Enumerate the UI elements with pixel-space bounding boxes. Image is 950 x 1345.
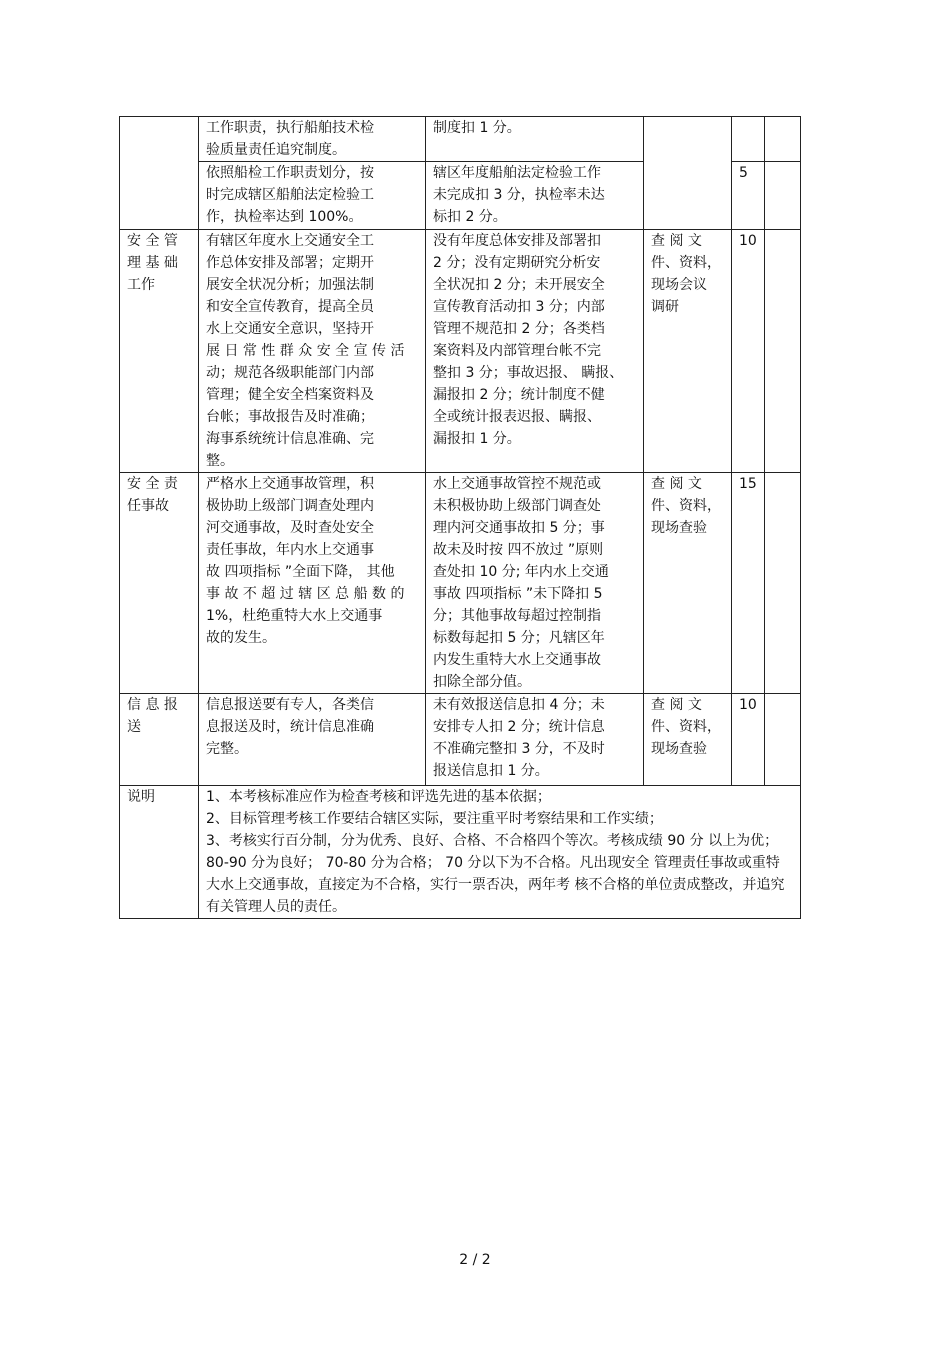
category-cell: 安 全 责 任事故 — [120, 473, 199, 694]
deduction-cell: 未有效报送信息扣 4 分；未 安排专人扣 2 分；统计信息 不准确完整扣 3 分，不及时 报送信息扣 1 分。 — [426, 694, 644, 786]
method-cell: 查 阅 文 件、资料， 现场查验 — [644, 694, 732, 786]
score-cell: 15 — [732, 473, 765, 694]
standard-cell: 工作职责，执行船舶技术检 验质量责任追究制度。 — [199, 117, 426, 162]
standard-cell: 严格水上交通事故管理，积 极协助上级部门调查处理内 河交通事故，及时查处安全 责任事故，年内水上交通事 故 四项指标 ”全面下降， 其他 事 故 不 超 过 辖 区 总 船 数 的 1%，杜绝重特大水上交通事 故的发生。 — [199, 473, 426, 694]
note-line: 3、考核实行百分制，分为优秀、良好、合格、不合格四个等次。考核成绩 90 分 以上为优； 80-90 分为良好； 70-80 分为合格； 70 分以下为不合格。凡出现安全 管理责任事故或重特大水上交通事故，直接定为不合格，实行一票否决，两年考 核不合格的单位责成整改，并追究有关管理人员的责任。 — [206, 833, 785, 915]
standard-cell: 信息报送要有专人，各类信 息报送及时，统计信息准确 完整。 — [199, 694, 426, 786]
result-cell — [765, 117, 801, 162]
assessment-table — [119, 116, 801, 919]
note-line: 2、目标管理考核工作要结合辖区实际，要注重平时考察结果和工作实绩； — [206, 811, 663, 827]
result-cell — [765, 162, 801, 230]
standard-cell: 依照船检工作职责划分，按 时完成辖区船舶法定检验工 作，执检率达到 100%。 — [199, 162, 426, 230]
category-cell: 信 息 报 送 — [120, 694, 199, 786]
result-cell — [765, 473, 801, 694]
score-cell: 10 — [732, 694, 765, 786]
table-row — [120, 694, 801, 786]
category-cell — [120, 117, 199, 230]
score-cell: 10 — [732, 230, 765, 473]
method-cell: 查 阅 文 件、资料， 现场查验 — [644, 473, 732, 694]
standard-cell: 有辖区年度水上交通安全工 作总体安排及部署；定期开 展安全状况分析；加强法制 和安全宣传教育，提高全员 水上交通安全意识，坚持开 展 日 常 性 群 众 安 全 宣 传 活 动；规范各级职能部门内部 管理；健全安全档案资料及 台帐；事故报告及时准确； 海事系统统计信息准确、完 整。 — [199, 230, 426, 473]
result-cell — [765, 230, 801, 473]
page-number: 2 / 2 — [459, 1252, 491, 1268]
notes-label: 说明 — [120, 786, 199, 919]
note-line: 1、本考核标准应作为检查考核和评选先进的基本依据； — [206, 789, 551, 805]
table-row — [120, 230, 801, 473]
deduction-cell: 辖区年度船舶法定检验工作 未完成扣 3 分，执检率未达 标扣 2 分。 — [426, 162, 644, 230]
table-row — [120, 473, 801, 694]
notes-body — [199, 786, 801, 919]
deduction-cell: 没有年度总体安排及部署扣 2 分；没有定期研究分析安 全状况扣 2 分；未开展安全 宣传教育活动扣 3 分；内部 管理不规范扣 2 分；各类档 案资料及内部管理台帐不完 整扣 3 分；事故迟报、 瞒报、 漏报扣 2 分；统计制度不健 全或统计报表迟报、瞒报、 漏报扣 1 分。 — [426, 230, 644, 473]
deduction-cell: 制度扣 1 分。 — [426, 117, 644, 162]
notes-row — [120, 786, 801, 919]
deduction-cell: 水上交通事故管控不规范或 未积极协助上级部门调查处 理内河交通事故扣 5 分；事 故未及时按 四不放过 ”原则 查处扣 10 分; 年内水上交通 事故 四项指标 ”未下降扣 5 分；其他事故每超过控制指 标数每起扣 5 分；凡辖区年 内发生重特大水上交通事故 扣除全部分值。 — [426, 473, 644, 694]
table-row — [120, 117, 801, 162]
result-cell — [765, 694, 801, 786]
method-cell — [644, 117, 732, 230]
score-cell — [732, 117, 765, 162]
category-cell: 安 全 管 理 基 础 工作 — [120, 230, 199, 473]
score-cell: 5 — [732, 162, 765, 230]
method-cell: 查 阅 文 件、资料， 现场会议 调研 — [644, 230, 732, 473]
